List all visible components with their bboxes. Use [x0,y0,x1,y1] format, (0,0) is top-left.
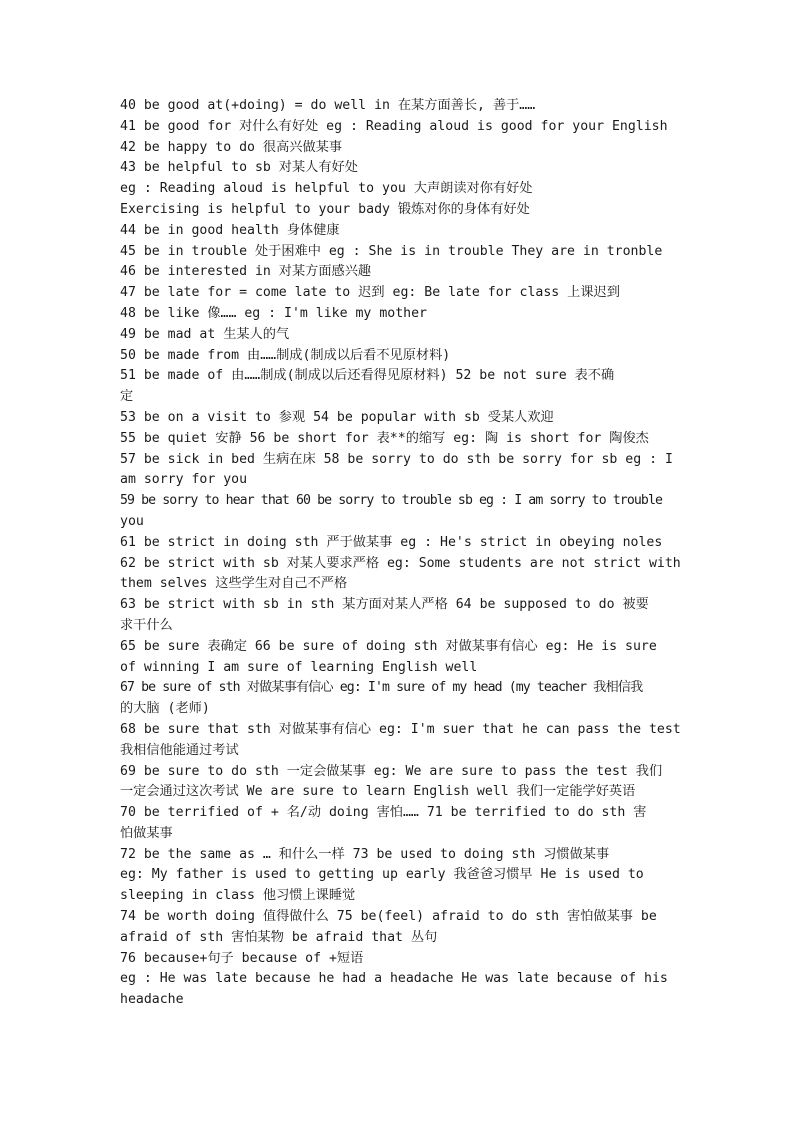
text-line: 45 be in trouble 处于困难中 eg : She is in trouble They are in tronble [120,243,663,259]
text-line: 69 be sure to do sth 一定会做某事 eg: We are sure to pass the test 我们 [120,763,663,779]
text-line: eg : Reading aloud is helpful to you 大声朗读对你有好处 [120,181,533,197]
text-line: am sorry for you [120,472,248,488]
text-line: 定 [120,389,134,405]
text-line: 70 be terrified of + 名/动 doing 害怕…… 71 be terrified to do sth 害 [120,805,647,821]
text-line: 63 be strict with sb in sth 某方面对某人严格 64 be supposed to do 被要 [120,597,649,613]
text-line: eg : He was late because he had a headache He was late because of his [120,971,668,987]
text-line: 46 be interested in 对某方面感兴趣 [120,264,372,280]
text-line: 74 be worth doing 值得做什么 75 be(feel) afraid to do sth 害怕做某事 be [120,909,657,925]
text-line: 怕做某事 [120,825,173,841]
text-line: 72 be the same as … 和什么一样 73 be used to doing sth 习惯做某事 [120,846,610,862]
text-line: eg: My father is used to getting up early 我爸爸习惯早 He is used to [120,867,644,883]
text-line: 61 be strict in doing sth 严于做某事 eg : He's strict in obeying noles [120,534,663,550]
text-line: Exercising is helpful to your bady 锻炼对你的身体有好处 [120,201,530,217]
text-line: 57 be sick in bed 生病在床 58 be sorry to do sth be sorry for sb eg : I [120,451,673,467]
text-line: 44 be in good health 身体健康 [120,222,340,238]
text-line: of winning I am sure of learning English well [120,659,478,675]
text-line: them selves 这些学生对自己不严格 [120,576,348,592]
text-line: sleeping in class 他习惯上课睡觉 [120,888,356,904]
text-line: you [120,513,144,529]
text-line: 50 be made from 由……制成(制成以后看不见原材料) [120,347,451,363]
text-line: 49 be mad at 生某人的气 [120,326,290,342]
text-line: 59 be sorry to hear that 60 be sorry to trouble sb eg : I am sorry to trouble [120,493,663,509]
text-line: 68 be sure that sth 对做某事有信心 eg: I'm suer that he can pass the test [120,721,681,737]
text-line: 47 be late for = come late to 迟到 eg: Be late for class 上课迟到 [120,285,620,301]
text-line: afraid of sth 害怕某物 be afraid that 丛句 [120,929,438,945]
text-line: 43 be helpful to sb 对某人有好处 [120,160,358,176]
text-line: 42 be happy to do 很高兴做某事 [120,139,343,155]
text-line: 40 be good at(+doing) = do well in 在某方面善长, 善于…… [120,98,536,113]
text-line: 55 be quiet 安静 56 be short for 表**的缩写 eg: 陶 is short for 陶俊杰 [120,430,649,446]
text-line: 51 be made of 由……制成(制成以后还看得见原材料) 52 be not sure 表不确 [120,368,615,384]
document-page [120,96,720,1011]
text-line: 求干什么 [120,617,173,633]
text-line: headache [120,992,184,1008]
text-line: 的大脑 (老师) [120,701,210,717]
text-line: 48 be like 像…… eg : I'm like my mother [120,305,427,321]
text-line: 41 be good for 对什么有好处 eg : Reading aloud is good for your English [120,118,668,134]
text-line: 53 be on a visit to 参观 54 be popular with sb 受某人欢迎 [120,409,554,425]
text-line: 我相信他能通过考试 [120,742,239,758]
text-line: 一定会通过这次考试 We are sure to learn English well 我们一定能学好英语 [120,784,636,800]
text-line: 76 because+句子 because of +短语 [120,950,364,966]
text-line: 67 be sure of sth 对做某事有信心 eg: I'm sure of my head (my teacher 我相信我 [120,680,643,696]
text-line: 65 be sure 表确定 66 be sure of doing sth 对做某事有信心 eg: He is sure [120,638,657,654]
text-line: 62 be strict with sb 对某人要求严格 eg: Some students are not strict with [120,555,681,571]
